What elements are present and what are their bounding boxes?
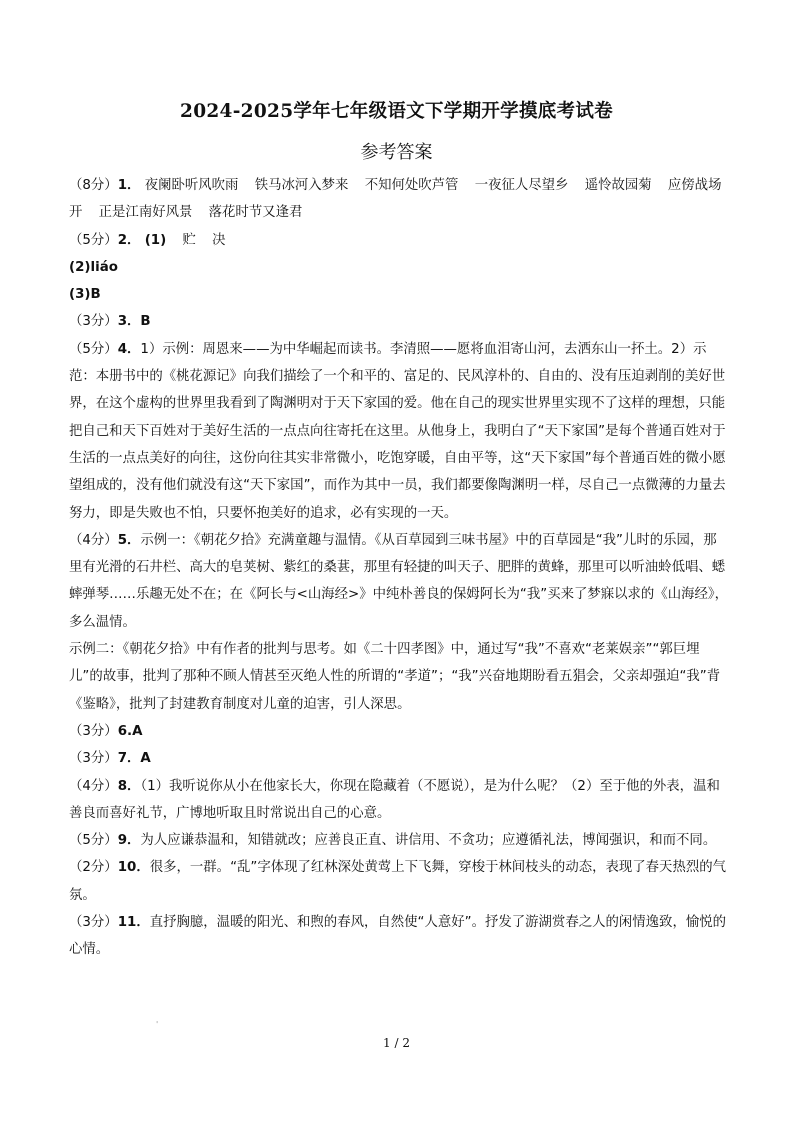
- page-number: 1 / 2: [383, 1036, 410, 1050]
- answer-text: 示例一：《朝花夕拾》充满童趣与温情。《从百草园到三味书屋》中的百草园是“我”儿时的乐园，那里有光滑的石井栏、高大的皂荚树、紫红的桑葚，那里有轻捷的叫天子、肥胖的黄蜂，那里可以听油蛉低唱、蟋蟀弹琴……乐趣无处不在；在《阿长与<山海经>》中纯朴善良的保姆阿长为“我”买来了梦寐以求的《山海经》，多么温情。: [69, 532, 728, 630]
- scan-mark: ': [156, 1020, 159, 1029]
- answer-5-example-2: 示例二：《朝花夕拾》中有作者的批判与思考。如《二十四孝图》中，通过写“我”不喜欢“老莱娱亲”“郭巨埋儿”的故事，批判了那种不顾人情甚至灭绝人性的所谓的“孝道”；“我”兴奋地期盼看五猖会，父亲却强迫“我”背《鉴略》，批判了封建教育制度对儿童的迫害，引人深思。: [69, 642, 721, 712]
- score-label: （5分）: [69, 341, 118, 357]
- document-title: 2024-2025学年七年级语文下学期开学摸底考试卷: [180, 101, 613, 122]
- answer-2-sub3: (3)B: [69, 287, 101, 303]
- answer-text: A: [140, 751, 151, 767]
- document-subtitle: 参考答案: [360, 142, 433, 163]
- question-number: 1．: [117, 178, 141, 193]
- answer-item: 遥怜故园菊: [584, 178, 652, 193]
- answer-text: A: [132, 723, 143, 739]
- answer-text: 很多，一群。“乱”字体现了红林深处黄莺上下飞舞，穿梭于林间枝头的动态，表现了春天热烈的气氛。: [69, 860, 727, 903]
- question-number: 11．: [117, 915, 150, 931]
- question-number: 8．: [117, 778, 141, 794]
- answer-3: [69, 308, 729, 335]
- answer-text: 直抒胸臆，温暖的阳光、和煦的春风，自然使“人意好”。抒发了游湖赏春之人的闲情逸致，愉悦的心情。: [69, 915, 727, 958]
- answer-4: [69, 336, 729, 527]
- question-number: 4．: [117, 341, 141, 357]
- answer-item: 铁马冰河入梦来: [254, 178, 349, 193]
- score-label: （3分）: [69, 723, 118, 739]
- score-label: （5分）: [69, 232, 118, 248]
- score-label: （3分）: [69, 751, 118, 767]
- score-label: （8分）: [69, 178, 118, 193]
- answer-item: 贮: [182, 232, 196, 248]
- answer-2-sub2: (2)liáo: [69, 259, 118, 275]
- answer-item: 正是江南好风景: [98, 205, 193, 221]
- answer-6: [69, 718, 729, 745]
- score-label: （4分）: [69, 778, 118, 794]
- answer-5: [69, 527, 729, 636]
- sub-label: (1): [144, 232, 167, 248]
- question-number: 3．: [117, 314, 141, 330]
- answer-text: B: [140, 314, 151, 330]
- answer-8: [69, 773, 729, 828]
- question-number: 7．: [117, 751, 141, 767]
- answer-text: 为人应谦恭温和，知错就改；应善良正直、讲信用、不贪功；应遵循礼法，博闻强识，和而不同。: [140, 833, 717, 849]
- answer-item: 决: [212, 232, 226, 248]
- answer-11: [69, 909, 729, 964]
- answer-item: 不知何处吹芦管: [364, 178, 459, 193]
- score-label: （4分）: [69, 532, 118, 548]
- answer-1: [69, 172, 729, 227]
- score-label: （5分）: [69, 833, 118, 849]
- question-number: 10．: [117, 860, 150, 876]
- question-number: 2．: [117, 232, 141, 248]
- score-label: （3分）: [69, 314, 118, 330]
- question-number: 9．: [117, 833, 141, 849]
- score-label: （3分）: [69, 915, 118, 931]
- answer-body: [69, 172, 729, 964]
- question-number: 6.: [117, 723, 133, 739]
- answer-item: 应傍战场开: [69, 178, 722, 221]
- answer-10: [69, 854, 729, 909]
- answer-item: 一夜征人尽望乡: [474, 178, 569, 193]
- question-number: 5．: [117, 532, 141, 548]
- answer-item: 夜阑卧听风吹雨: [144, 178, 239, 193]
- score-label: （2分）: [69, 860, 118, 876]
- answer-9: [69, 827, 729, 854]
- answer-2: [69, 227, 729, 254]
- answer-text: 1）示例：周恩来——为中华崛起而读书。李清照——愿将血泪寄山河，去洒东山一抔土。2）示范：本册书中的《桃花源记》向我们描绘了一个和平的、富足的、民风淳朴的、自由的、没有压迫剥削的美好世界，在这个虚构的世界里我看到了陶渊明对于天下家国的爱。他在自己的现实世界里实现不了这样的理想，只能把自己和天下百姓对于美好生活的一点点向往寄托在这里。从他身上，我明白了“天下家国”是每个普通百姓对于生活的一点点美好的向往，这份向往其实非常微小，吃饱穿暖，自由平等，这“天下家国”每个普通百姓的微小愿望组成的，没有他们就没有这“天下家国”，而作为其中一员，我们都要像陶渊明一样，尽自己一点微薄的力量去努力，即是失败也不怕，只要怀抱美好的追求，必有实现的一天。: [69, 341, 726, 521]
- answer-item: 落花时节又逢君: [208, 205, 303, 221]
- answer-7: [69, 745, 729, 772]
- answer-text: （1）我听说你从小在他家长大，你现在隐藏着（不愿说），是为什么呢？（2）至于他的外表，温和善良而喜好礼节，广博地听取且时常说出自己的心意。: [69, 778, 720, 821]
